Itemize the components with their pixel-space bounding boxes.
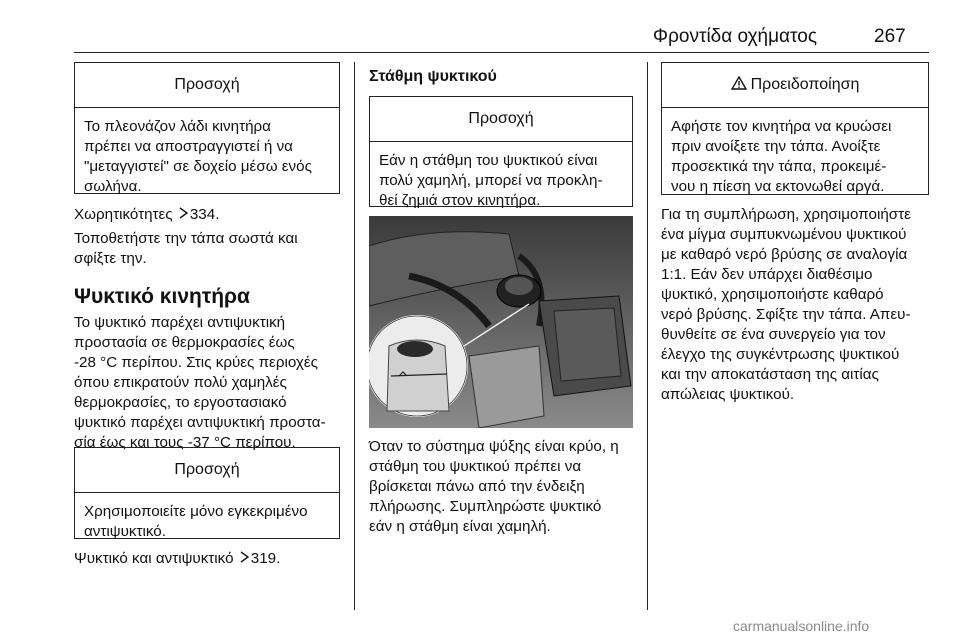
warning-box <box>661 62 929 195</box>
warning-triangle-icon <box>731 76 747 95</box>
antifreeze-reference <box>74 548 280 569</box>
paragraph-line: βρίσκεται πάνω από την ένδειξη <box>369 478 585 495</box>
caution-box-body <box>75 493 339 551</box>
warning-line: προσεκτικά την τάπα, προκειμέ- <box>671 158 887 175</box>
paragraph-line: προστασία σε θερμοκρασίες έως <box>74 334 295 351</box>
caution-box-body <box>75 108 339 206</box>
paragraph-line: Για τη συμπλήρωση, χρησιμοποιήστε <box>661 206 911 223</box>
install-cap-paragraph <box>74 229 298 269</box>
caution-line: πρέπει να αποστραγγιστεί ή να <box>84 138 293 155</box>
paragraph-line: Τοποθετήστε την τάπα σωστά και <box>74 230 298 247</box>
paragraph-line: 1:1. Εάν δεν υπάρχει διαθέσιμο <box>661 266 873 283</box>
paragraph-line: ένα μίγμα συμπυκνωμένου ψυκτικού <box>661 226 907 243</box>
arrow-reference-icon <box>179 204 188 224</box>
warning-line: Αφήστε τον κινητήρα να κρυώσει <box>671 118 892 135</box>
caution-box-heading: Προσοχή <box>370 97 632 142</box>
caution-line: Εάν η στάθμη του ψυκτικού είναι <box>379 152 598 169</box>
paragraph-line: νερό βρύσης. Σφίξτε την τάπα. Απευ- <box>661 306 911 323</box>
coolant-reservoir-illustration <box>369 216 633 428</box>
capacity-label: Χωρητικότητες <box>74 206 173 223</box>
coolant-level-heading: Στάθμη ψυκτικού <box>369 68 497 85</box>
paragraph-line: Το ψυκτικό παρέχει αντιψυκτική <box>74 314 286 331</box>
caution-box-body <box>370 142 632 220</box>
antifreeze-page-link[interactable]: 319. <box>250 550 281 567</box>
arrow-reference-icon <box>240 548 249 568</box>
coolant-paragraph <box>74 313 326 453</box>
caution-line: σωλήνα. <box>84 178 142 195</box>
paragraph-line: όπου επικρατούν πολύ χαμηλές <box>74 374 287 391</box>
caution-line: "μεταγγιστεί" σε δοχείο μέσω ενός <box>84 158 312 175</box>
antifreeze-label: Ψυκτικό και αντιψυκτικό <box>74 550 234 567</box>
paragraph-line: απώλειας ψυκτικού. <box>661 386 795 403</box>
warning-box-heading: Προειδοποίηση <box>750 76 860 93</box>
page-number: 267 <box>874 26 906 47</box>
paragraph-line: θερμοκρασίες, το εργοστασιακό <box>74 394 287 411</box>
paragraph-line: και την αποκατάσταση της αιτίας <box>661 366 879 383</box>
capacity-page-link[interactable]: 334. <box>189 206 220 223</box>
caution-box-heading: Προσοχή <box>75 448 339 493</box>
paragraph-line: σφίξτε την. <box>74 250 147 267</box>
warning-line: πριν ανοίξετε την τάπα. Ανοίξτε <box>671 138 881 155</box>
paragraph-line: Όταν το σύστημα ψύξης είναι κρύο, η <box>369 438 619 455</box>
header-divider <box>74 52 929 53</box>
paragraph-line: στάθμη του ψυκτικού πρέπει να <box>369 458 582 475</box>
paragraph-line: ψυκτικό παρέχει αντιψυκτική προστα- <box>74 414 326 431</box>
paragraph-line: εάν η στάθμη είναι χαμηλή. <box>369 518 551 535</box>
paragraph-line: σία έως και τους -37 °C περίπου. <box>74 434 296 451</box>
paragraph-line: με καθαρό νερό βρύσης σε αναλογία <box>661 246 908 263</box>
caution-line: Χρησιμοποιείτε μόνο εγκεκριμένο <box>84 503 308 520</box>
paragraph-line: έλεγχο της συγκέντρωσης ψυκτικού <box>661 346 900 363</box>
caution-line: θεί ζημιά στον κινητήρα. <box>379 192 541 209</box>
caution-box-coolant-level <box>369 96 633 207</box>
caution-line: Το πλεονάζον λάδι κινητήρα <box>84 118 271 135</box>
page-header-title: Φροντίδα οχήματος <box>652 26 817 47</box>
warning-line: νου η πίεση να εκτονωθεί αργά. <box>671 178 885 195</box>
paragraph-line: θυνθείτε σε ένα συνεργείο για τον <box>661 326 886 343</box>
column-divider-right <box>647 62 648 610</box>
warning-box-header <box>662 63 928 108</box>
coolant-section-heading: Ψυκτικό κινητήρα <box>74 285 250 308</box>
caution-line: πολύ χαμηλή, μπορεί να προκλη- <box>379 172 603 189</box>
column-divider-left <box>354 62 355 610</box>
watermark: carmanualsonline.info <box>733 618 870 634</box>
caution-line: αντιψυκτικό. <box>84 523 166 540</box>
refill-paragraph <box>661 205 911 405</box>
paragraph-line: πλήρωσης. Συμπληρώστε ψυκτικό <box>369 498 602 515</box>
caution-box-oil <box>74 62 340 194</box>
coolant-level-caption <box>369 437 619 537</box>
caution-box-antifreeze <box>74 447 340 539</box>
capacity-reference <box>74 204 219 225</box>
paragraph-line: -28 °C περίπου. Στις κρύες περιοχές <box>74 354 318 371</box>
warning-box-body <box>662 108 928 206</box>
caution-box-heading: Προσοχή <box>75 63 339 108</box>
paragraph-line: ψυκτικό, χρησιμοποιήστε καθαρό <box>661 286 884 303</box>
